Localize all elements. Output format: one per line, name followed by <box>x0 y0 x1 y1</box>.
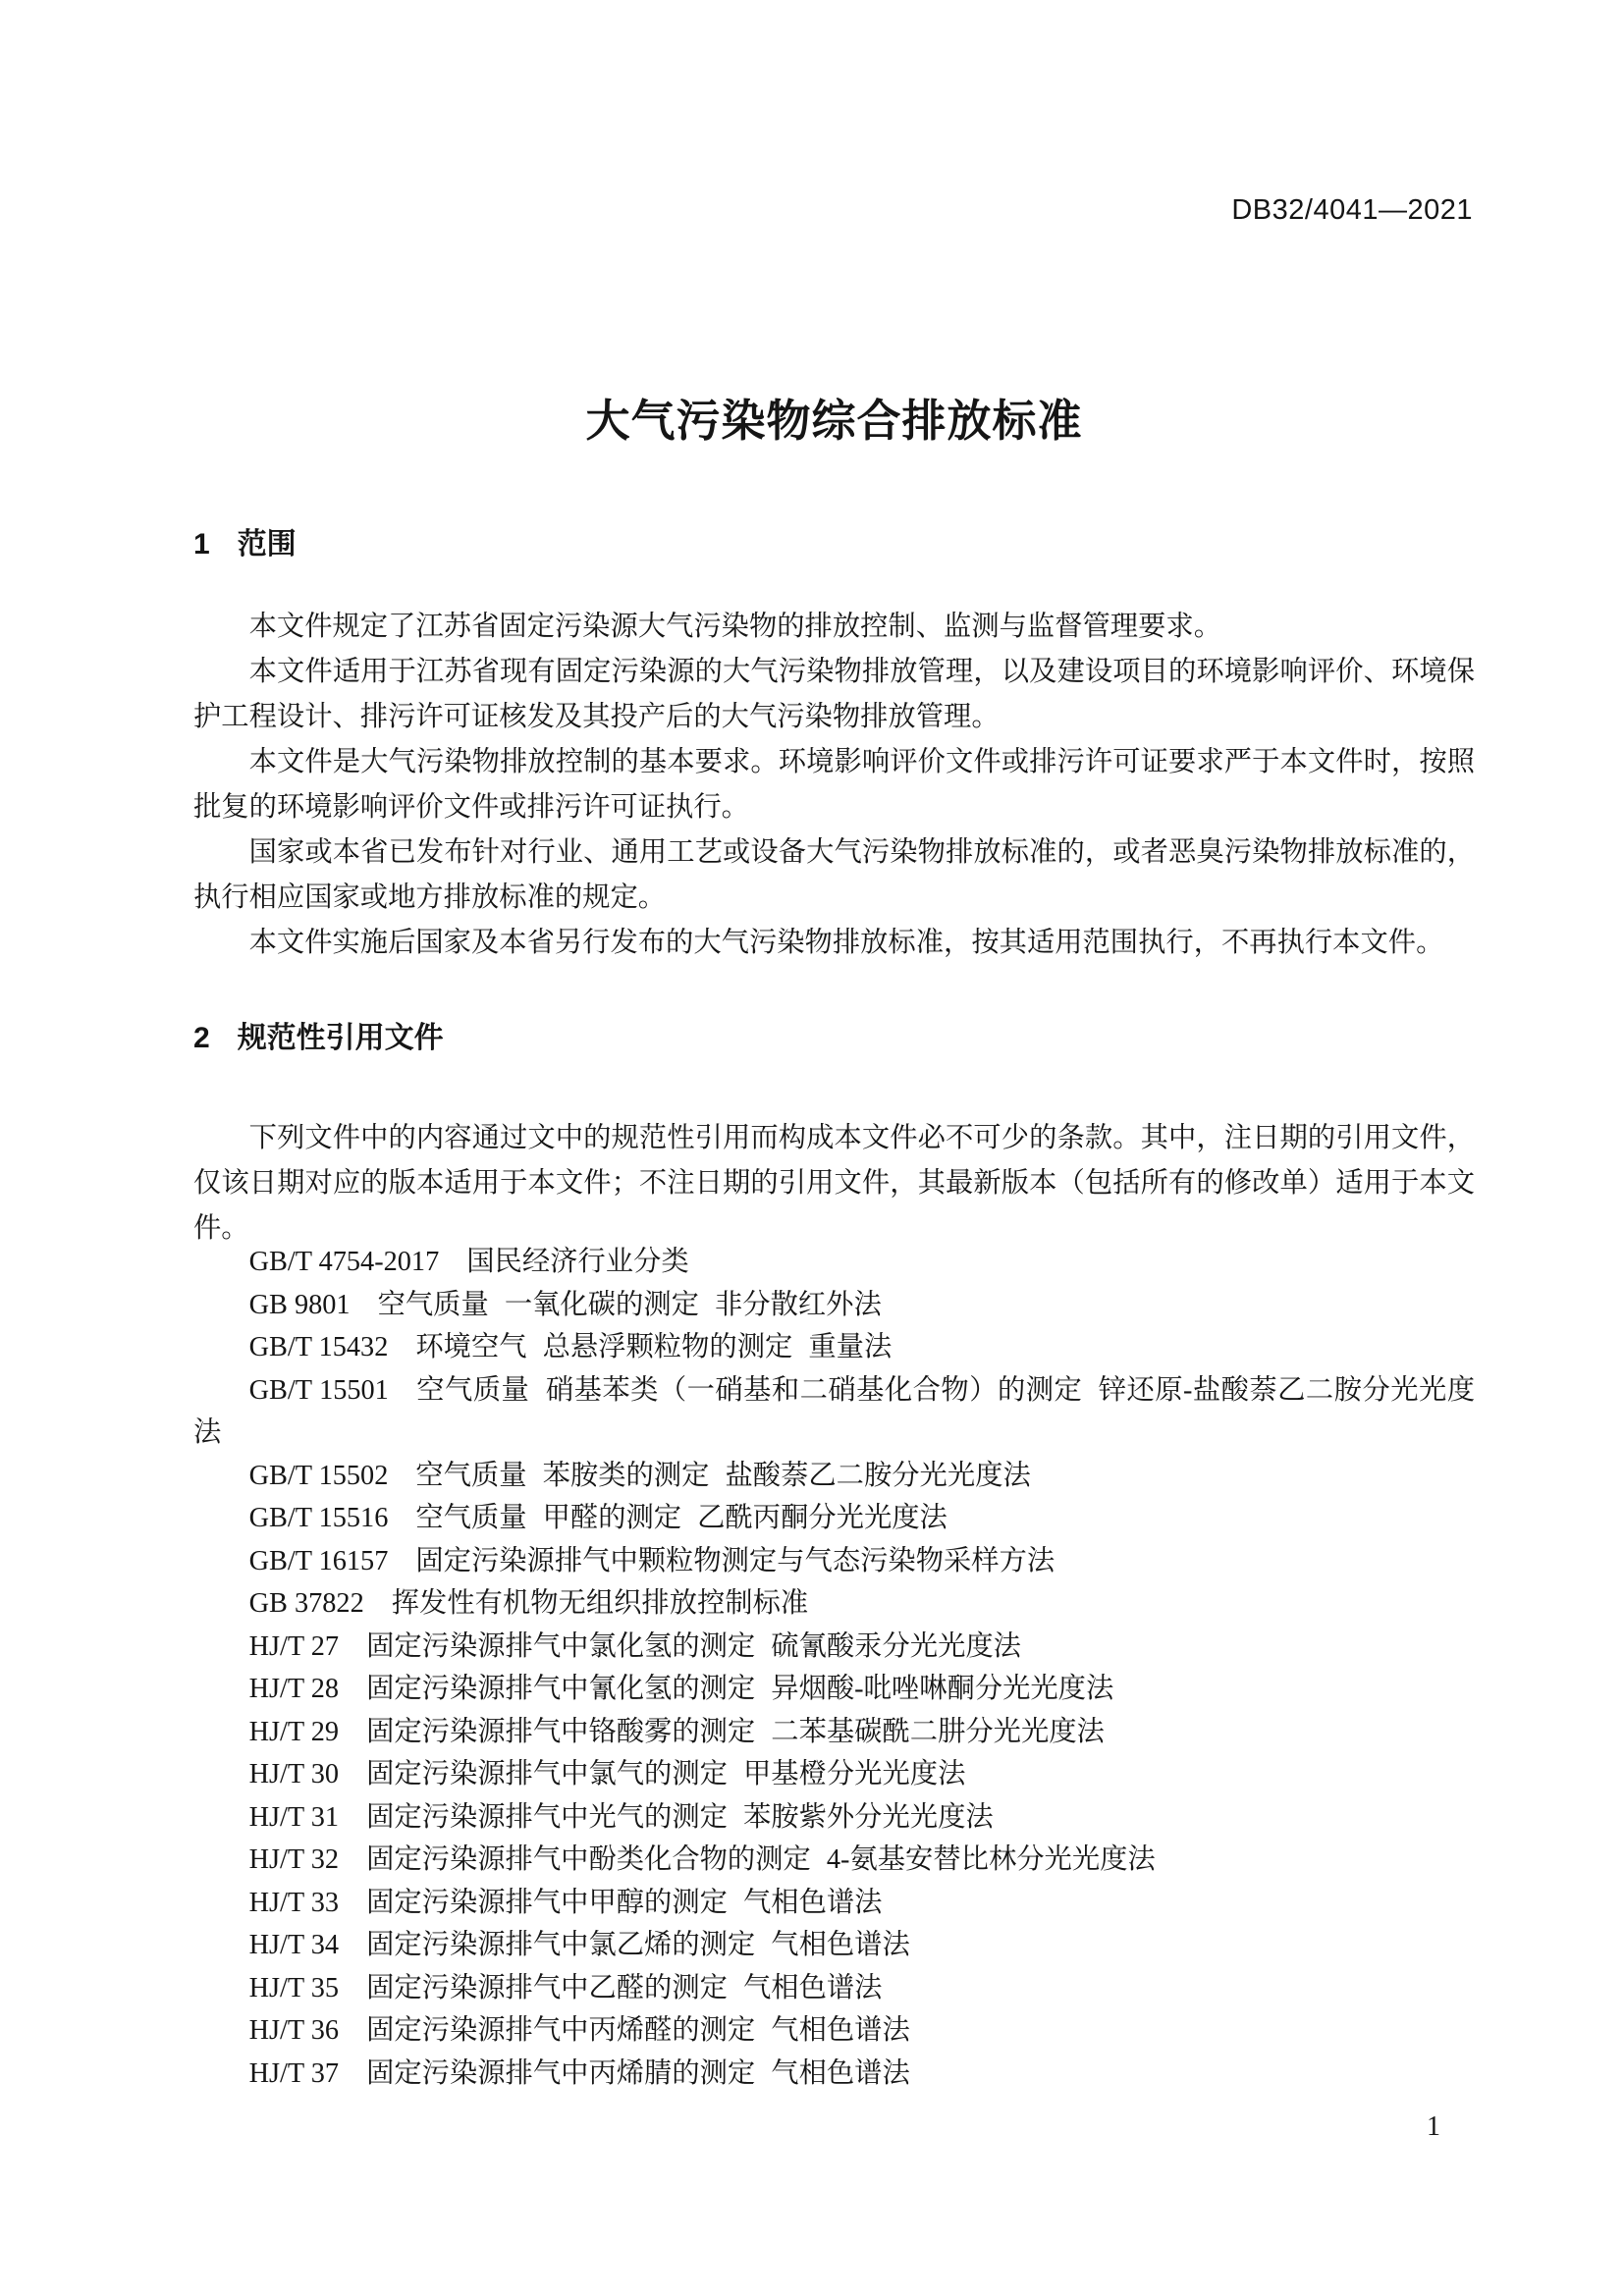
reference-item <box>193 1711 1475 1754</box>
reference-item <box>193 2009 1475 2053</box>
reference-title: 固定污染源排气中铬酸雾的测定 二苯基碳酰二肼分光光度法 <box>366 1716 1105 1747</box>
reference-item <box>193 1540 1475 1583</box>
reference-code: HJ/T 35 <box>248 1972 340 2003</box>
reference-code: HJ/T 30 <box>248 1759 340 1789</box>
reference-title: 空气质量 一氧化碳的测定 非分散红外法 <box>377 1289 882 1320</box>
reference-code: HJ/T 34 <box>248 1930 340 1960</box>
reference-title: 固定污染源排气中颗粒物测定与气态污染物采样方法 <box>415 1545 1056 1576</box>
section-1-body <box>193 605 1475 966</box>
reference-title: 固定污染源排气中氯气的测定 甲基橙分光光度法 <box>366 1759 966 1789</box>
reference-title: 固定污染源排气中氯化氢的测定 硫氰酸汞分光光度法 <box>366 1630 1021 1662</box>
reference-item <box>193 1668 1475 1711</box>
reference-title: 固定污染源排气中氰化氢的测定 异烟酸-吡唑啉酮分光光度法 <box>366 1674 1114 1704</box>
reference-title: 固定污染源排气中丙烯醛的测定 气相色谱法 <box>366 2015 910 2046</box>
reference-item <box>193 1967 1475 2010</box>
reference-code: GB/T 4754-2017 <box>248 1247 440 1277</box>
reference-title: 空气质量 硝基苯类（一硝基和二硝基化合物）的测定 锌还原-盐酸萘乙二胺分光光度法 <box>193 1374 1476 1448</box>
reference-title: 固定污染源排气中酚类化合物的测定 4-氨基安替比林分光光度法 <box>366 1844 1156 1875</box>
reference-title: 挥发性有机物无组织排放控制标准 <box>391 1588 809 1619</box>
paragraph: 国家或本省已发布针对行业、通用工艺或设备大气污染物排放标准的，或者恶臭污染物排放标准的，执行相应国家或地方排放标准的规定。 <box>193 837 1475 913</box>
reference-code: HJ/T 33 <box>248 1887 340 1918</box>
reference-title: 空气质量 甲醛的测定 乙酰丙酮分光光度法 <box>415 1503 947 1533</box>
section-2-number: 2 <box>193 1022 210 1054</box>
reference-item <box>193 1241 1475 1284</box>
reference-item <box>193 2053 1475 2096</box>
reference-item <box>193 1369 1475 1455</box>
reference-code: GB/T 15516 <box>248 1503 389 1533</box>
reference-title: 固定污染源排气中甲醇的测定 气相色谱法 <box>366 1887 883 1918</box>
references-list <box>193 1241 1475 2095</box>
paragraph: 本文件适用于江苏省现有固定污染源的大气污染物排放管理，以及建设项目的环境影响评价、环境保护工程设计、排污许可证核发及其投产后的大气污染物排放管理。 <box>193 657 1475 732</box>
reference-title: 固定污染源排气中乙醛的测定 气相色谱法 <box>366 1972 883 2003</box>
reference-item <box>193 1626 1475 1669</box>
reference-code: HJ/T 32 <box>248 1844 340 1875</box>
standard-code: DB32/4041—2021 <box>1231 194 1473 226</box>
reference-code: HJ/T 27 <box>248 1630 340 1662</box>
page-number: 1 <box>1427 2111 1440 2142</box>
reference-code: GB/T 15501 <box>248 1374 389 1406</box>
paragraph: 本文件是大气污染物排放控制的基本要求。环境影响评价文件或排污许可证要求严于本文件时，按照批复的环境影响评价文件或排污许可证执行。 <box>193 747 1475 823</box>
reference-code: GB/T 15432 <box>248 1332 389 1362</box>
section-1-title: 范围 <box>237 528 297 561</box>
reference-item <box>193 1924 1475 1967</box>
paragraph: 下列文件中的内容通过文中的规范性引用而构成本文件必不可少的条款。其中，注日期的引用文件，仅该日期对应的版本适用于本文件；不注日期的引用文件，其最新版本（包括所有的修改单）适用于本文件。 <box>193 1123 1475 1244</box>
section-1-number: 1 <box>193 528 210 561</box>
reference-title: 国民经济行业分类 <box>466 1247 689 1277</box>
reference-code: GB/T 16157 <box>248 1545 389 1576</box>
reference-code: GB/T 15502 <box>248 1460 389 1491</box>
reference-item <box>193 1284 1475 1327</box>
reference-title: 固定污染源排气中氯乙烯的测定 气相色谱法 <box>366 1930 910 1960</box>
reference-title: 固定污染源排气中丙烯腈的测定 气相色谱法 <box>366 2057 910 2089</box>
reference-code: GB 37822 <box>248 1588 364 1619</box>
reference-code: GB 9801 <box>248 1289 351 1320</box>
section-2-title: 规范性引用文件 <box>237 1022 444 1054</box>
reference-code: HJ/T 31 <box>248 1801 340 1833</box>
reference-item <box>193 1796 1475 1840</box>
reference-item <box>193 1753 1475 1796</box>
reference-item <box>193 1455 1475 1498</box>
reference-item <box>193 1839 1475 1882</box>
reference-title: 固定污染源排气中光气的测定 苯胺紫外分光光度法 <box>366 1801 994 1833</box>
document-title: 大气污染物综合排放标准 <box>585 396 1083 446</box>
reference-code: HJ/T 37 <box>248 2057 340 2089</box>
section-2-heading <box>193 1022 444 1054</box>
section-2-body <box>193 1116 1475 1252</box>
section-1-heading <box>193 528 297 561</box>
reference-code: HJ/T 28 <box>248 1674 340 1704</box>
reference-item <box>193 1582 1475 1626</box>
reference-code: HJ/T 29 <box>248 1716 340 1747</box>
paragraph: 本文件规定了江苏省固定污染源大气污染物的排放控制、监测与监督管理要求。 <box>248 612 1221 642</box>
reference-code: HJ/T 36 <box>248 2015 340 2046</box>
reference-item <box>193 1326 1475 1369</box>
reference-item <box>193 1497 1475 1540</box>
paragraph: 本文件实施后国家及本省另行发布的大气污染物排放标准，按其适用范围执行，不再执行本文件。 <box>248 928 1444 958</box>
reference-item <box>193 1882 1475 1925</box>
reference-title: 空气质量 苯胺类的测定 盐酸萘乙二胺分光光度法 <box>415 1460 1031 1491</box>
reference-title: 环境空气 总悬浮颗粒物的测定 重量法 <box>415 1332 893 1362</box>
